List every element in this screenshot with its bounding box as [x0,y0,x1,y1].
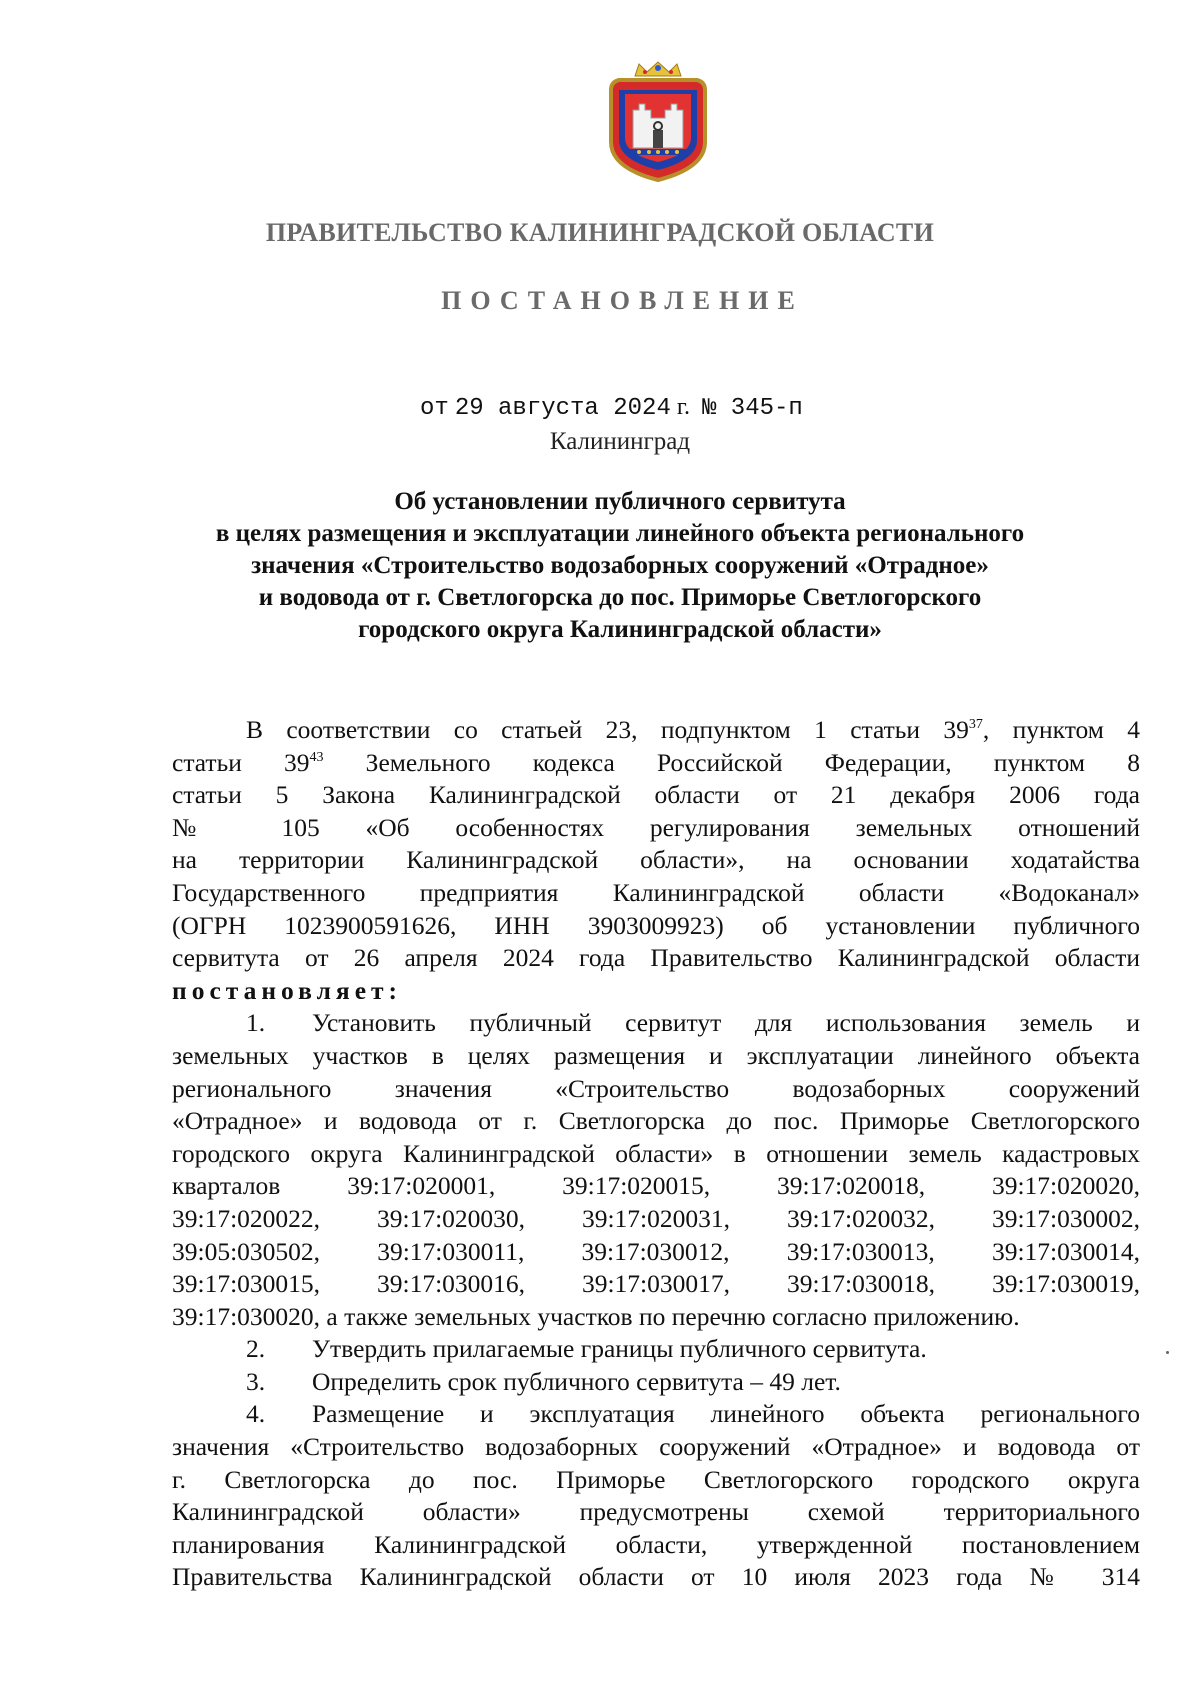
item-1-line: земельных участков в целях размещения и эксплуатации линейного объекта [172,1040,1140,1070]
document-body [172,714,1140,1594]
subject-line: в целях размещения и эксплуатации линейного объекта регионального [215,520,1025,547]
item-4-line: Калининградской области» предусмотрены схемой территориального [172,1497,1140,1527]
item-1-line: «Отрадное» и водовода от г. Светлогорска до пос. Приморье Светлогорского [172,1106,1140,1136]
preamble-line: Государственного предприятия Калининградской области «Водоканал» [172,877,1140,907]
city-name: Калининград [549,428,691,455]
government-title: ПРАВИТЕЛЬСТВО КАЛИНИНГРАДСКОЙ ОБЛАСТИ [265,218,935,247]
item-4-line: Правительства Калининградской области от 10 июля 2023 года № 314 [172,1562,1140,1592]
item-number: 3. [246,1366,266,1396]
preamble-line: (ОГРН 1023900591626, ИНН 3903009923) об установлении публичного [172,910,1140,940]
date-number-line [420,394,803,422]
item-1-line: кварталов 39:17:020001, 39:17:020015, 39:17:020018, 39:17:020020, [172,1171,1140,1201]
preamble-line: на территории Калининградской области», на основании ходатайства [172,845,1140,875]
item-number: 1. [246,1008,266,1038]
subject-line: значения «Строительство водозаборных сооружений «Отрадное» [251,552,989,579]
item-1-line: регионального значения «Строительство водозаборных сооружений [172,1073,1140,1103]
document-subject [180,486,1060,646]
item-1-line: 39:17:030020, а также земельных участков по перечню согласно приложению. [172,1301,1020,1331]
date-prefix: от [420,395,449,422]
preamble-line: № 105 «Об особенностях регулирования земельных отношений [172,812,1140,842]
preamble-line: статьи 5 Закона Калининградской области от 21 декабря 2006 года [172,780,1140,810]
item-1-line: 39:17:020022, 39:17:020030, 39:17:020031, 39:17:020032, 39:17:030002, [172,1203,1140,1233]
document-number: № 345-п [702,395,803,422]
item-4-line: значения «Строительство водозаборных сооружений «Отрадное» и водовода от [172,1432,1140,1462]
date-suffix: г. [676,394,690,420]
item-3-line: 3. Определить срок публичного сервитута – 49 лет. [172,1366,1140,1399]
subject-line: и водовода от г. Светлогорска до пос. Приморье Светлогорского [258,584,982,611]
item-1-line: 39:17:030015, 39:17:030016, 39:17:030017, 39:17:030018, 39:17:030019, [172,1269,1140,1299]
item-number: 2. [246,1334,266,1364]
subject-line: Об установлении публичного сервитута [394,488,846,515]
date-value: 29 августа 2024 [454,395,671,422]
subject-line: городского округа Калининградской области» [358,616,882,643]
preamble-line: В соответствии со статьей 23, подпунктом 1 статьи $39^{37}$, пунктом 4 [246,715,1140,744]
item-1-line: городского округа Калининградской области» в отношении земель кадастровых [172,1138,1140,1168]
item-4-line: 4. Размещение и эксплуатация линейного объекта регионального [172,1398,1140,1431]
item-1-line: 39:05:030502, 39:17:030011, 39:17:030012, 39:17:030013, 39:17:030014, [172,1236,1140,1266]
item-4-line: г. Светлогорска до пос. Приморье Светлогорского городского округа [172,1464,1140,1494]
item-2-line: 2. Утвердить прилагаемые границы публичного сервитута. [172,1333,1140,1366]
decree-word: постановляет: [172,975,403,1005]
item-1-line: 1. Установить публичный сервитут для использования земель и [172,1007,1140,1040]
item-number: 4. [246,1399,266,1429]
document-type-title: ПОСТАНОВЛЕНИЕ [441,286,804,315]
preamble-line: статьи $39^{43}$ Земельного кодекса Российской Федерации, пунктом 8 [172,747,1140,777]
coat-of-arms-emblem [603,60,713,184]
scan-speck [1166,1351,1169,1354]
item-4-line: планирования Калининградской области, утвержденной постановлением [172,1529,1140,1559]
preamble-line: сервитута от 26 апреля 2024 года Правительство Калининградской области [172,943,1140,973]
